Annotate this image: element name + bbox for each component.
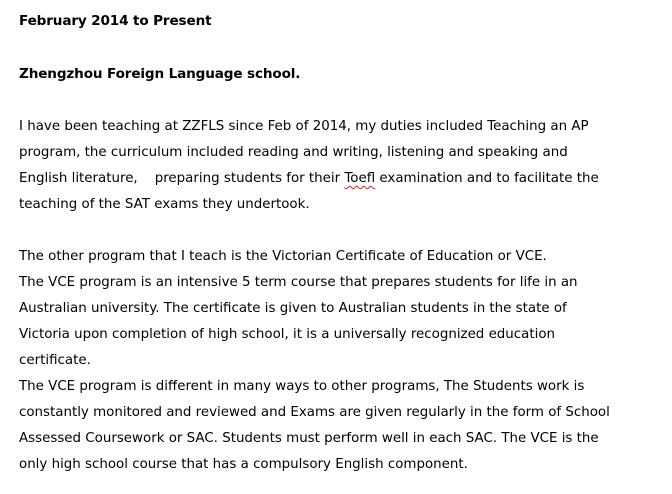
paragraph-4-line-3: Assessed Coursework or SAC. Students must perform well in each SAC. The VCE is the xyxy=(19,431,599,446)
school-name-heading: Zhengzhou Foreign Language school. xyxy=(19,66,301,82)
paragraph-1-line-1: I have been teaching at ZZFLS since Feb of 2014, my duties included Teaching an AP xyxy=(19,119,589,134)
paragraph-4-line-1: The VCE program is different in many ways to other programs, The Students work is xyxy=(19,379,585,394)
paragraph-3-line-2: Australian university. The certificate is given to Australian students in the state of xyxy=(19,301,567,316)
paragraph-4-line-2: constantly monitored and reviewed and Exams are given regularly in the form of School xyxy=(19,405,610,420)
line-3-text-after: examination and to facilitate the xyxy=(375,171,599,186)
paragraph-2-line-1: The other program that I teach is the Victorian Certificate of Education or VCE. xyxy=(19,249,547,264)
misspelled-word[interactable]: Toefl xyxy=(344,171,376,186)
paragraph-1-line-3 xyxy=(19,166,599,192)
line-3-text-before: English literature, preparing students for their xyxy=(19,171,345,186)
paragraph-1-line-4: teaching of the SAT exams they undertook. xyxy=(19,197,310,212)
paragraph-3-line-4: certificate. xyxy=(19,353,91,368)
paragraph-4-line-4: only high school course that has a compulsory English component. xyxy=(19,457,468,472)
paragraph-1-line-2: program, the curriculum included reading and writing, listening and speaking and xyxy=(19,145,568,160)
paragraph-3-line-3: Victoria upon completion of high school, it is a universally recognized education xyxy=(19,327,556,342)
paragraph-3-line-1: The VCE program is an intensive 5 term course that prepares students for life in an xyxy=(19,275,578,290)
date-range-heading: February 2014 to Present xyxy=(19,13,212,29)
